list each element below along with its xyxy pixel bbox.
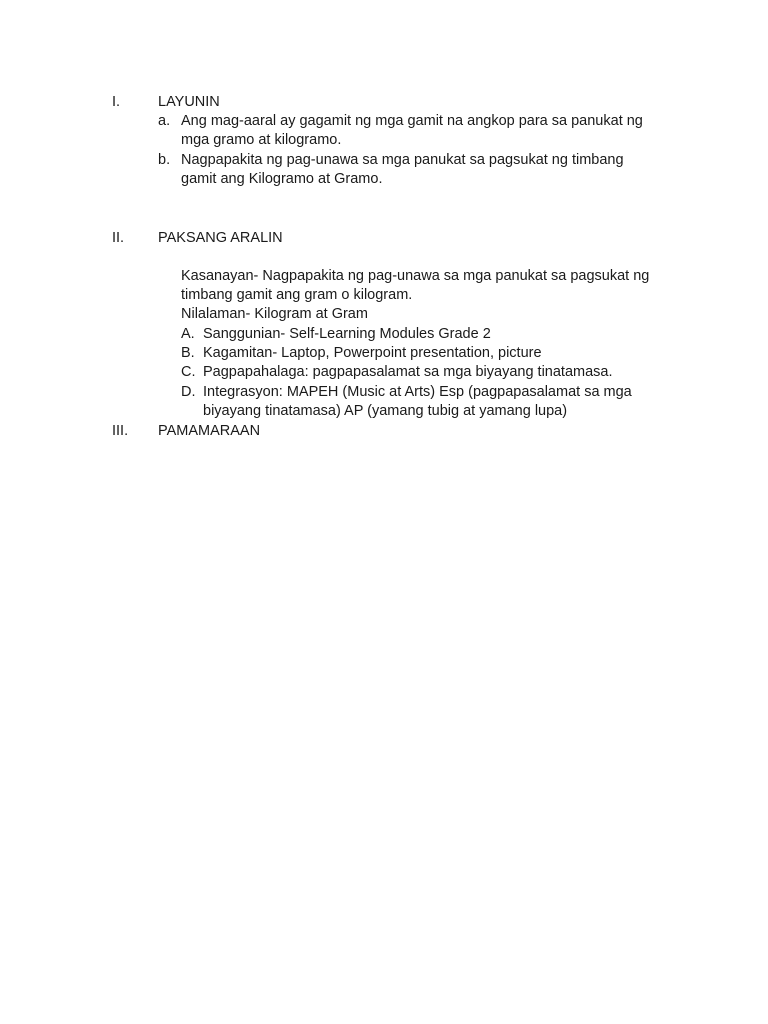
- nilalaman-line: Nilalaman- Kilogram at Gram: [181, 306, 368, 322]
- item-marker-d: D.: [181, 384, 196, 400]
- item-c-text: Pagpapahalaga: pagpapasalamat sa mga biyayang tinatamasa.: [203, 364, 613, 380]
- item-marker-a: A.: [181, 326, 195, 342]
- section-numeral-3: III.: [112, 423, 129, 439]
- section-title-paksang-aralin: PAKSANG ARALIN: [158, 230, 283, 246]
- item-b-text: Kagamitan- Laptop, Powerpoint presentation, picture: [203, 345, 542, 361]
- item-d-line-1: Integrasyon: MAPEH (Music at Arts) Esp (pagpapasalamat sa mga: [203, 384, 632, 400]
- section-numeral-1: I.: [112, 94, 121, 110]
- objective-b-line-1: Nagpapakita ng pag-unawa sa mga panukat sa pagsukat ng timbang: [181, 152, 624, 168]
- objective-marker-b: b.: [158, 152, 171, 168]
- item-marker-c: C.: [181, 364, 196, 380]
- section-title-pamamaraan: PAMAMARAAN: [158, 423, 261, 439]
- objective-a-line-1: Ang mag-aaral ay gagamit ng mga gamit na angkop para sa panukat ng: [181, 113, 643, 129]
- section-title-layunin: LAYUNIN: [158, 94, 220, 110]
- item-a-text: Sanggunian- Self-Learning Modules Grade 2: [203, 326, 491, 342]
- objective-a-line-2: mga gramo at kilogramo.: [181, 132, 342, 148]
- objective-marker-a: a.: [158, 113, 171, 129]
- kasanayan-line-2: timbang gamit ang gram o kilogram.: [181, 287, 413, 303]
- objective-b-line-2: gamit ang Kilogramo at Gramo.: [181, 171, 383, 187]
- section-numeral-2: II.: [112, 230, 125, 246]
- item-d-line-2: biyayang tinatamasa) AP (yamang tubig at yamang lupa): [203, 403, 568, 419]
- item-marker-b: B.: [181, 345, 195, 361]
- kasanayan-line-1: Kasanayan- Nagpapakita ng pag-unawa sa mga panukat sa pagsukat ng: [181, 268, 650, 284]
